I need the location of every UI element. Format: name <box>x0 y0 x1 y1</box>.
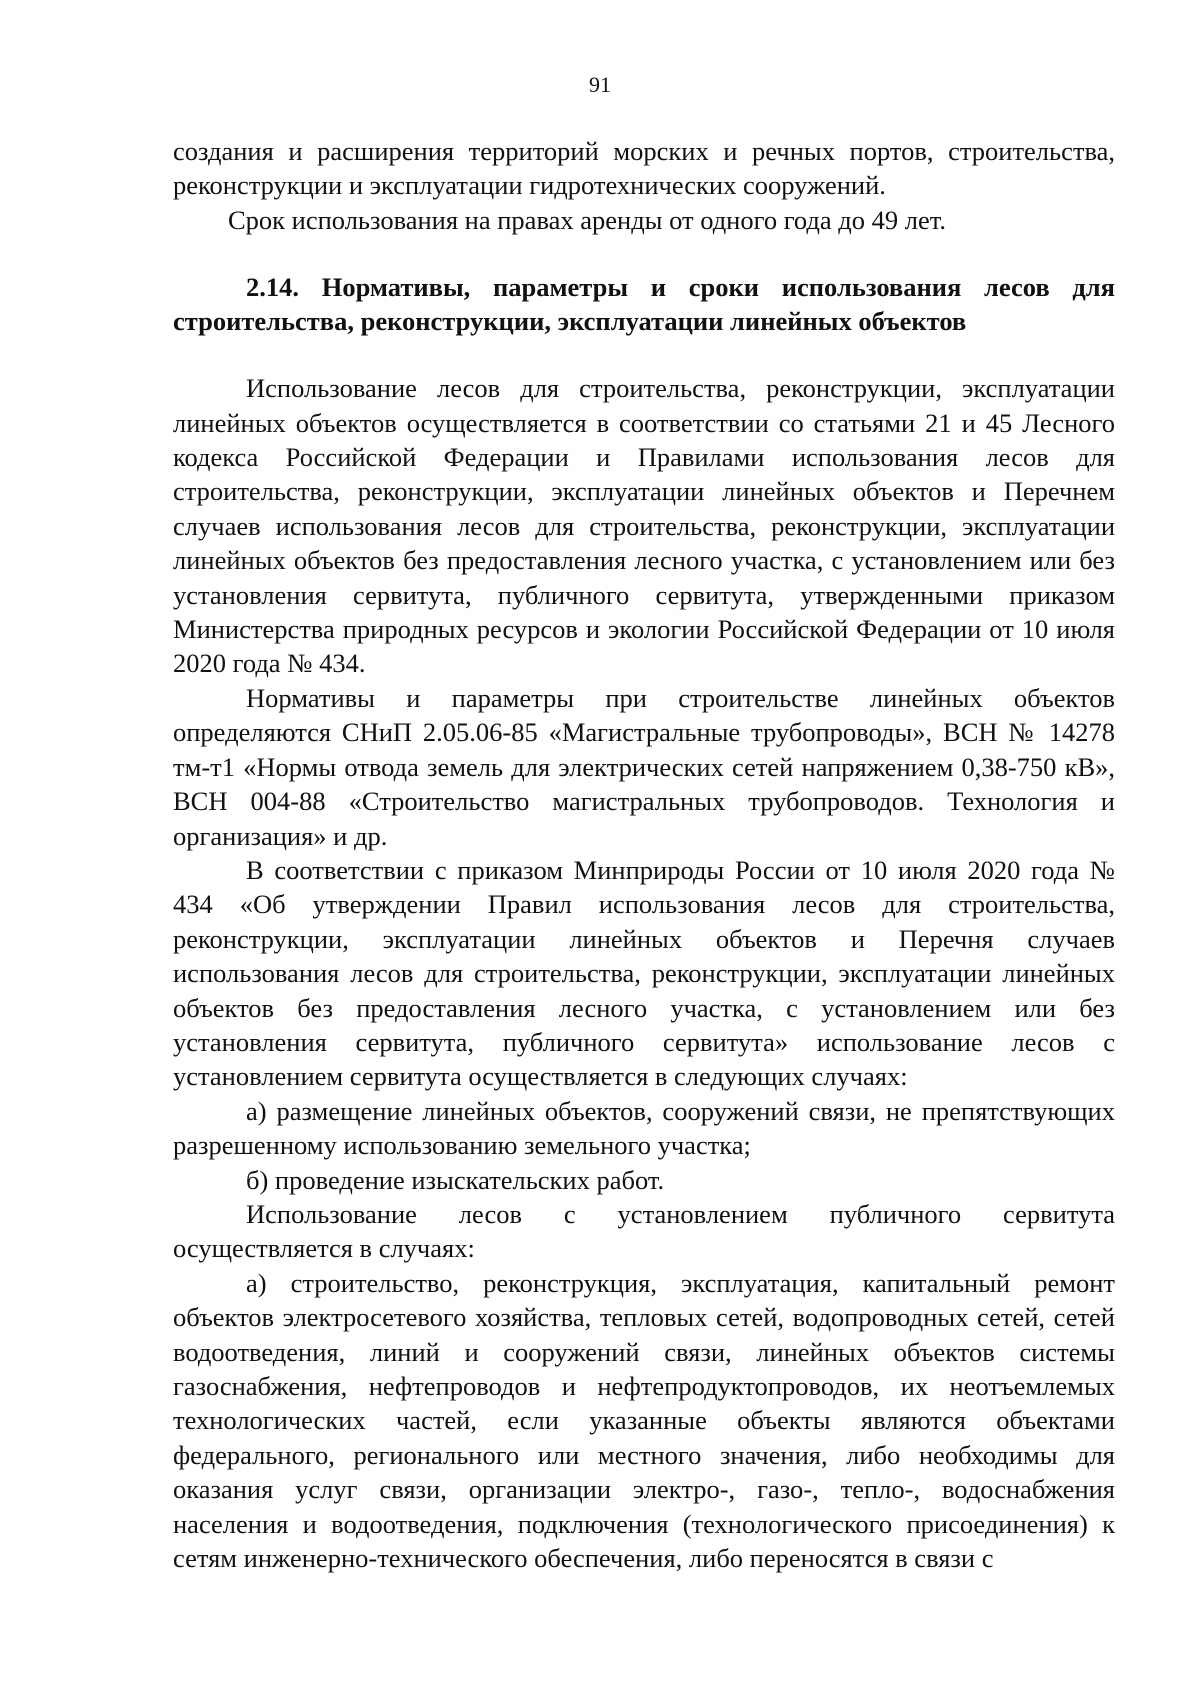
paragraph-public-servitude: Использование лесов с установлением публичного сервитута осуществляется в случаях: <box>173 1198 1115 1264</box>
section-heading: 2.14. Нормативы, параметры и сроки использования лесов для строительства, реконструкции, эксплуатации линейных объектов <box>173 272 1115 337</box>
document-body <box>173 134 1115 1575</box>
list-item-a-servitude: а) размещение линейных объектов, сооружений связи, не препятствующих разрешенному использованию земельного участка; <box>173 1095 1115 1161</box>
paragraph-lease-term: Срок использования на правах аренды от одного года до 49 лет. <box>228 204 946 235</box>
list-item-a-public-servitude: а) строительство, реконструкция, эксплуатация, капитальный ремонт объектов электросетевого хозяйства, тепловых сетей, водопроводных сетей, сетей водоотведения, линий и сооружений связи, линейных объектов системы газоснабжения, нефтепроводов и нефтепродуктопроводов, их неотъемлемых технологических частей, если указанные объекты являются объектами федерального, регионального или местного значения, либо необходимы для оказания услуг связи, организации электро-, газо-, тепло-, водоснабжения населения и водоотведения, подключения (технологического присоединения) к сетям инженерно-технического обеспечения, либо переносятся в связи с <box>173 1267 1115 1574</box>
page-number: 91 <box>589 72 611 97</box>
list-item-b-survey: б) проведение изыскательских работ. <box>246 1164 665 1195</box>
paragraph-servitude-cases: В соответствии с приказом Минприроды России от 10 июля 2020 года № 434 «Об утверждении Правил использования лесов для строительства, реконструкции, эксплуатации линейных объектов и Перечня случаев использования лесов для строительства, реконструкции, эксплуатации линейных объектов без предоставления лесного участка, с установлением или без установления сервитута, публичного сервитута» использование лесов с установлением сервитута осуществляется в следующих случаях: <box>173 854 1115 1092</box>
paragraph-norms-parameters: Нормативы и параметры при строительстве линейных объектов определяются СНиП 2.05.06-85 «Магистральные трубопроводы», ВСН № 14278 тм-т1 «Нормы отвода земель для электрических сетей напряжением 0,38-750 кВ», ВСН 004-88 «Строительство магистральных трубопроводов. Технология и организация» и др. <box>173 682 1115 851</box>
paragraph-forest-use-basis: Использование лесов для строительства, реконструкции, эксплуатации линейных объектов осуществляется в соответствии со статьями 21 и 45 Лесного кодекса Российской Федерации и Правилами использования лесов для строительства, реконструкции, эксплуатации линейных объектов и Перечнем случаев использования лесов для строительства, реконструкции, эксплуатации линейных объектов без предоставления лесного участка, с установлением или без установления сервитута, публичного сервитута, утвержденными приказом Министерства природных ресурсов и экологии Российской Федерации от 10 июля 2020 года № 434. <box>173 373 1115 679</box>
paragraph-continuation: создания и расширения территорий морских и речных портов, строительства, реконструкции и эксплуатации гидротехнических сооружений. <box>173 136 1115 201</box>
